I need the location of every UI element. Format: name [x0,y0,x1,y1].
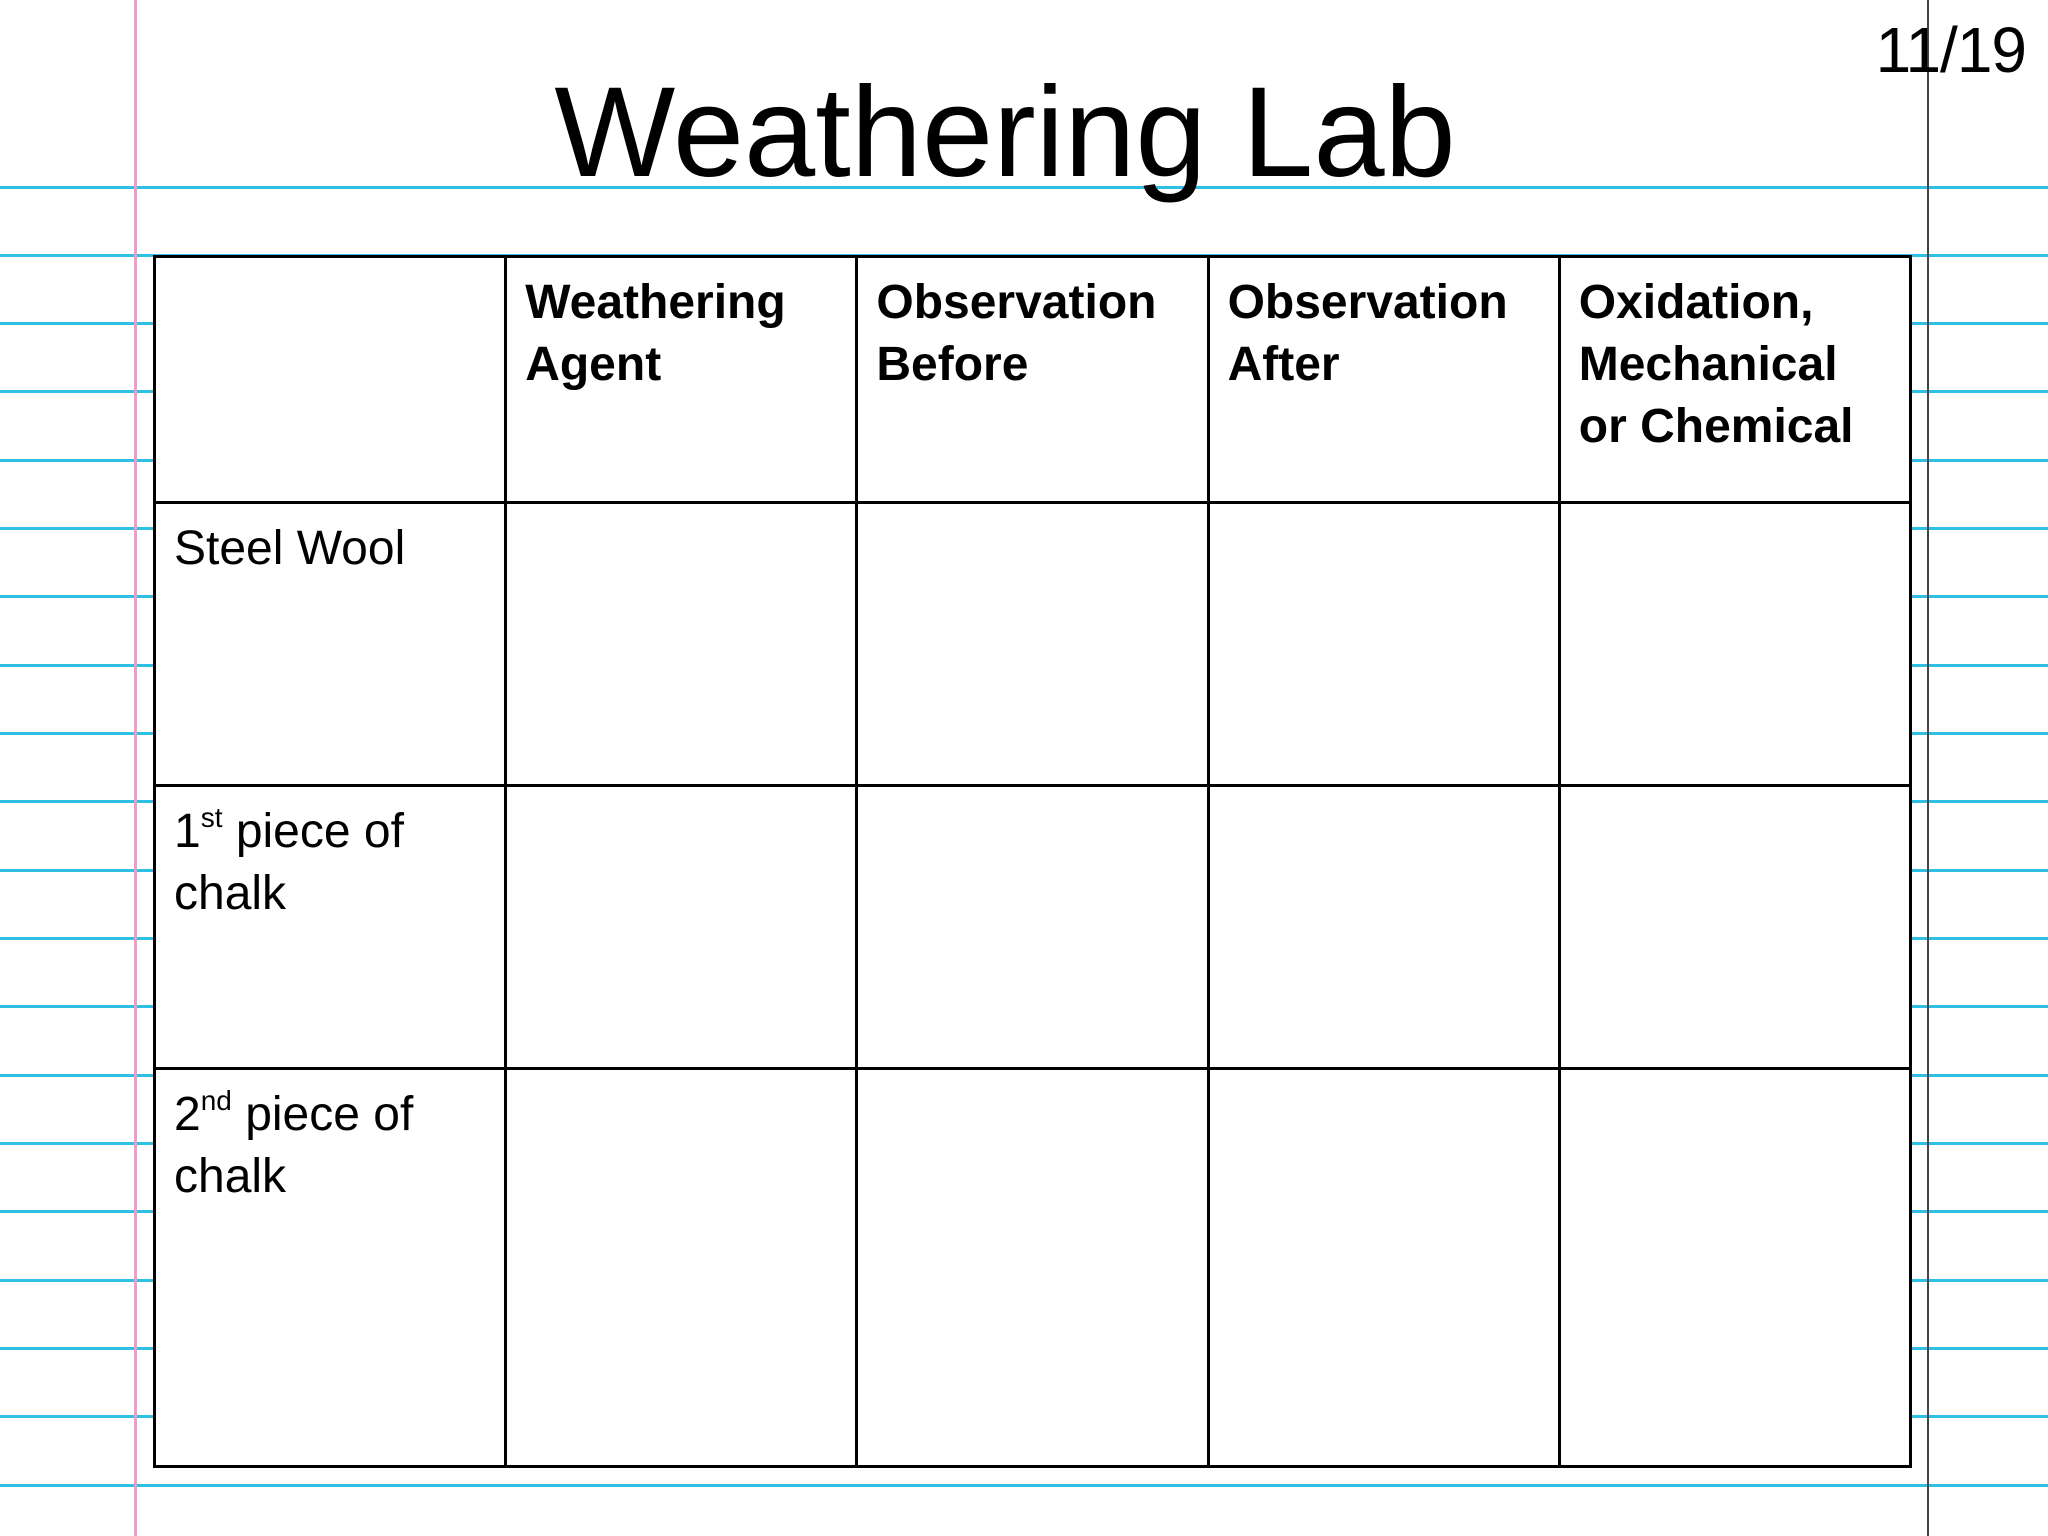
page-title: Weathering Lab [554,61,1456,204]
header-observation-after: Observation After [1208,257,1559,503]
row-label-sup: st [200,802,223,833]
header-blank [155,257,506,503]
row-label-text: 1 [174,805,201,858]
row-label-second-chalk [155,1069,506,1467]
cell-weathering-type[interactable] [1559,1069,1910,1467]
page-number: 11/19 [1875,14,2026,86]
cell-weathering-agent[interactable] [506,786,857,1069]
row-label-sup: nd [200,1085,232,1116]
right-rule-line [1927,0,1929,1536]
row-label-text: Steel Wool [174,522,406,575]
cell-weathering-type[interactable] [1559,503,1910,786]
cell-weathering-agent[interactable] [506,503,857,786]
table-row [155,786,1911,1069]
table-row [155,503,1911,786]
header-observation-before: Observation Before [857,257,1208,503]
row-label-rest: piece of chalk [174,805,404,920]
margin-line [134,0,137,1536]
header-weathering-type: Oxidation, Mechanical or Chemical [1559,257,1910,503]
cell-observation-after[interactable] [1208,1069,1559,1467]
row-label-rest: piece of chalk [174,1088,414,1203]
row-label-steel-wool [155,503,506,786]
ruled-line [0,1484,2048,1487]
row-label-first-chalk [155,786,506,1069]
row-label-text: 2 [174,1088,201,1141]
table-header-row [155,257,1911,503]
header-weathering-agent: Weathering Agent [506,257,857,503]
cell-observation-after[interactable] [1208,503,1559,786]
cell-observation-before[interactable] [857,786,1208,1069]
cell-observation-after[interactable] [1208,786,1559,1069]
cell-weathering-type[interactable] [1559,786,1910,1069]
cell-observation-before[interactable] [857,503,1208,786]
cell-observation-before[interactable] [857,1069,1208,1467]
table-row [155,1069,1911,1467]
cell-weathering-agent[interactable] [506,1069,857,1467]
weathering-lab-table [153,255,1912,1468]
